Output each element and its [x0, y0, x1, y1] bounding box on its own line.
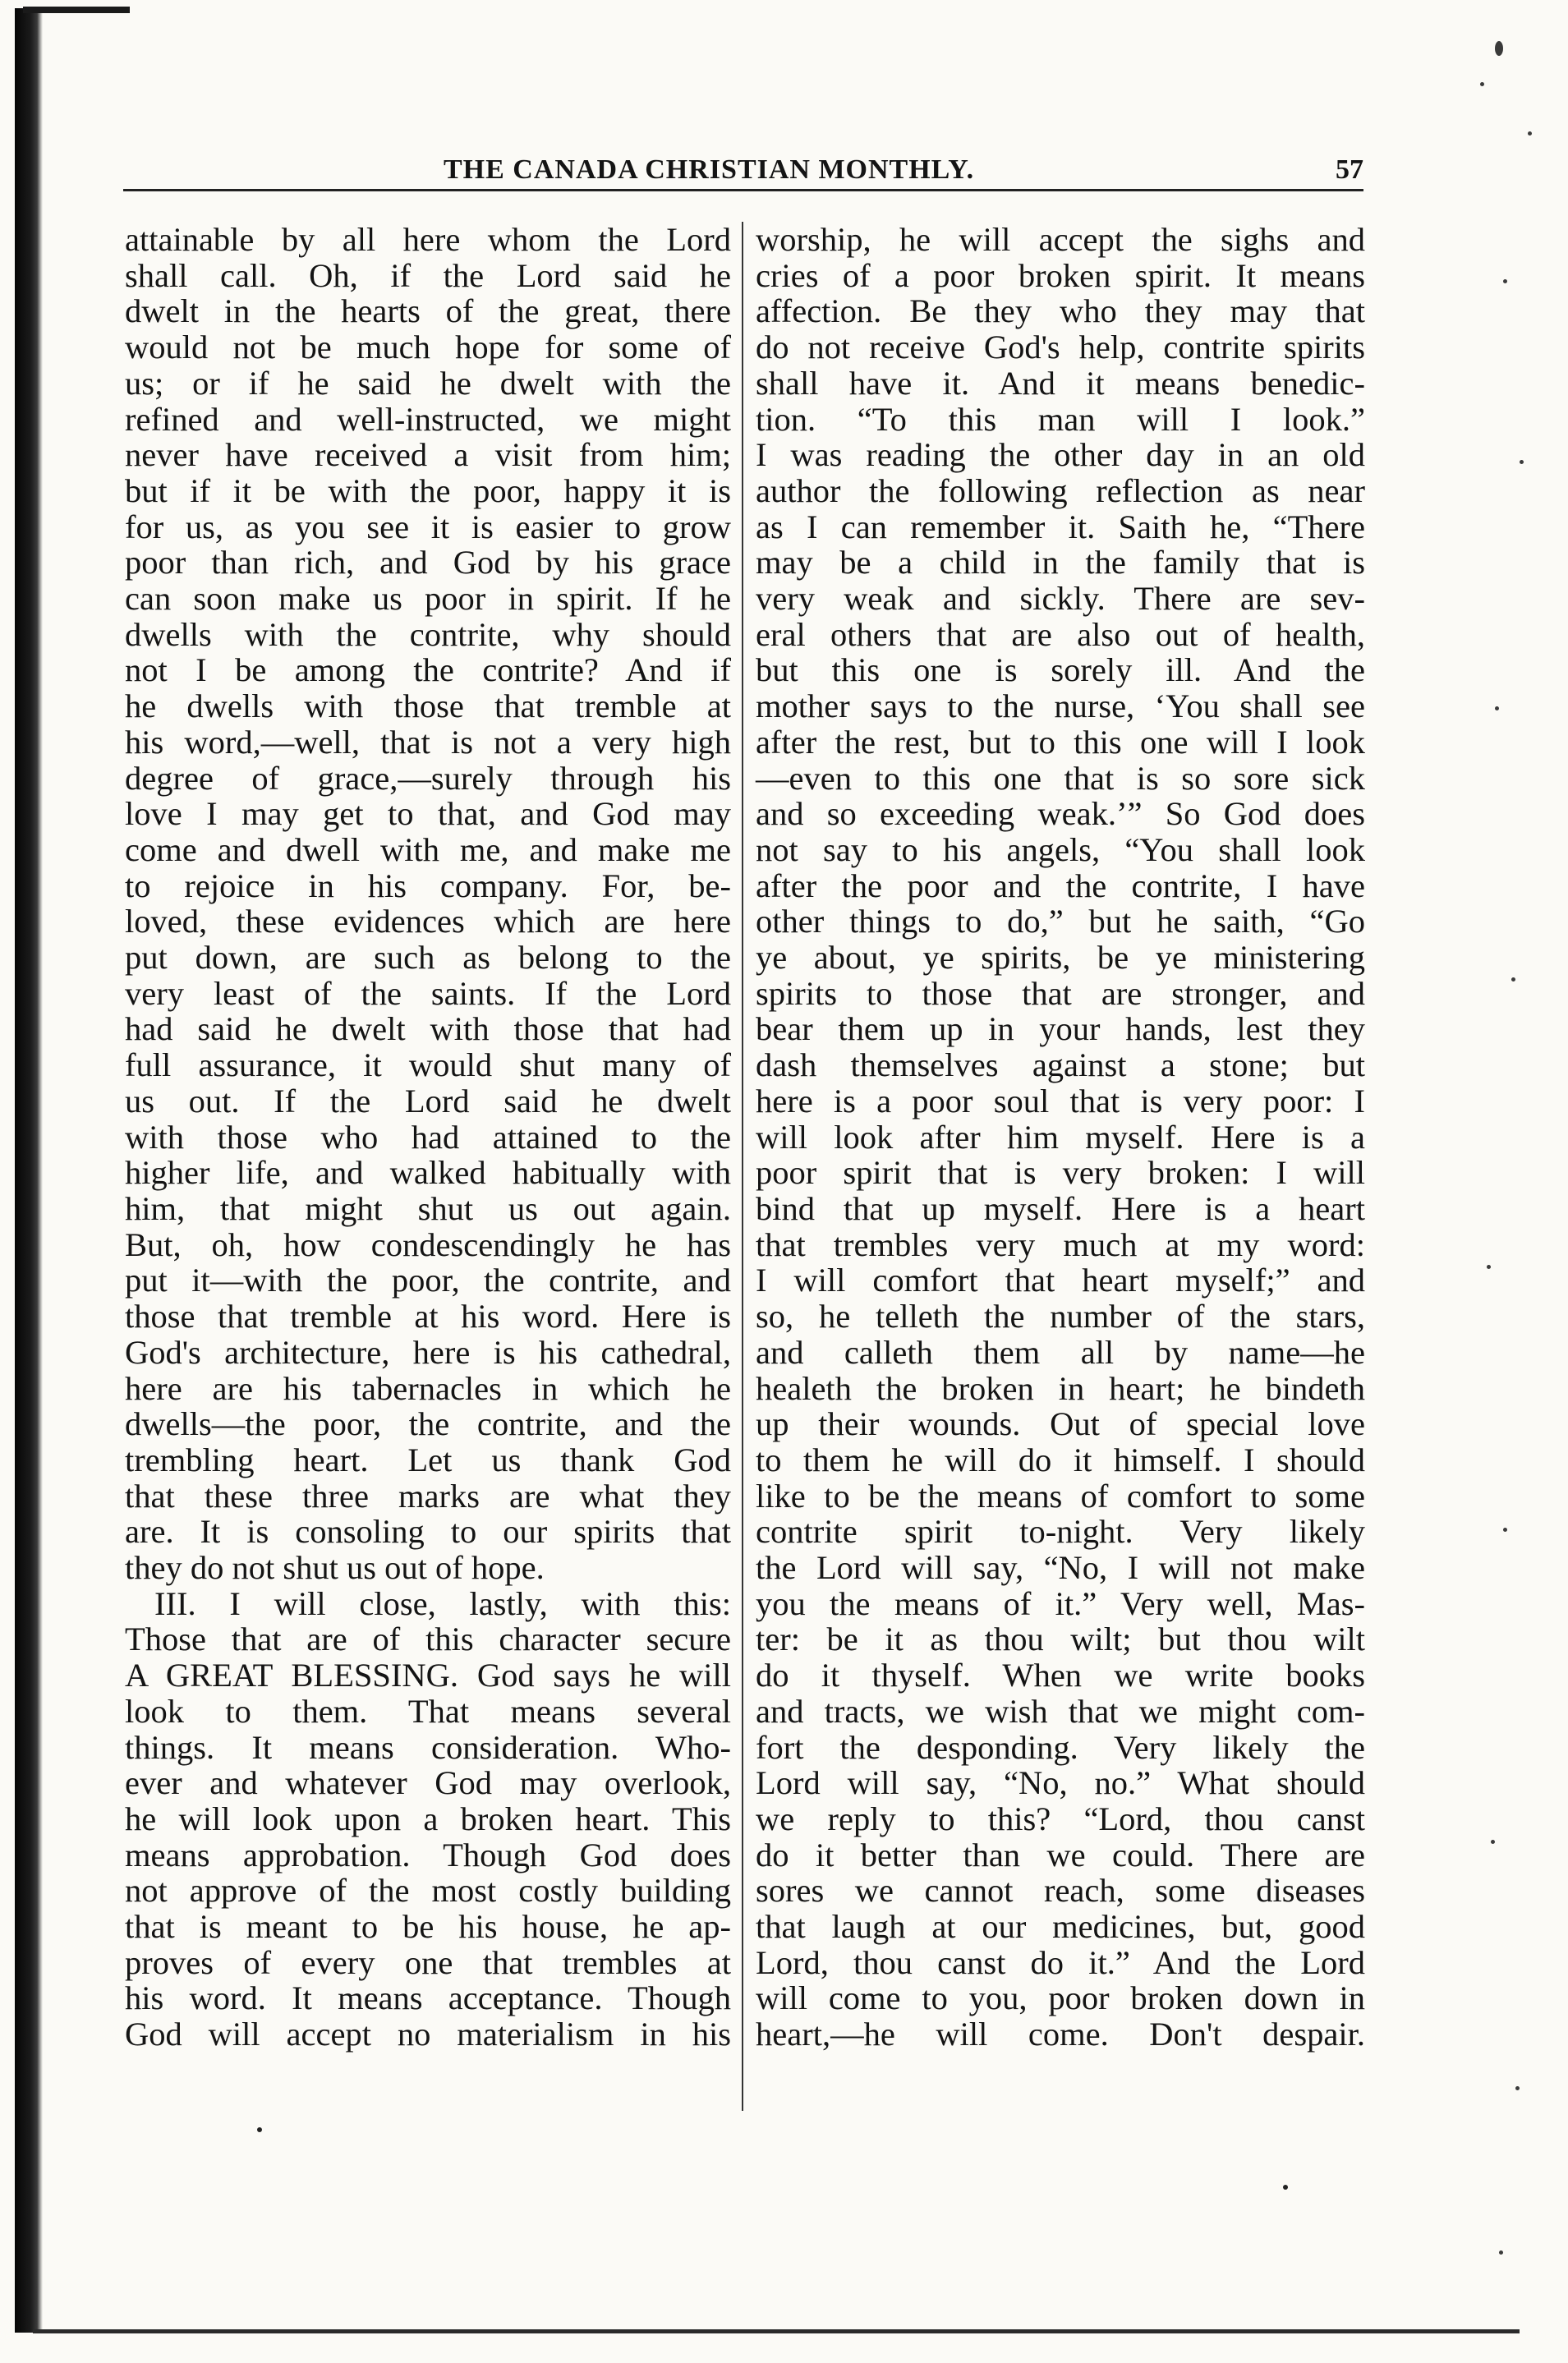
- text-line: after the poor and the contrite, I have: [756, 867, 1365, 904]
- text-line: contrite spirit to-night. Very likely: [756, 1513, 1365, 1551]
- scan-edge-mark: [23, 7, 130, 13]
- text-line: love I may get to that, and God may: [125, 795, 731, 833]
- speck: [1491, 1840, 1495, 1844]
- text-line: Lord, thou canst do it.” And the Lord: [756, 1943, 1365, 1981]
- text-line: shall call. Oh, if the Lord said he: [125, 256, 731, 294]
- text-line: he dwells with those that tremble at: [125, 687, 731, 725]
- text-line: the Lord will say, “No, I will not make: [756, 1549, 1365, 1587]
- text-line: —even to this one that is so sore sick: [756, 759, 1365, 797]
- text-line: full assurance, it would shut many of: [125, 1046, 731, 1084]
- speck: [1528, 131, 1532, 136]
- text-line: dwelt in the hearts of the great, there: [125, 292, 731, 330]
- text-line: that these three marks are what they: [125, 1477, 731, 1515]
- text-line: that laugh at our medicines, but, good: [756, 1908, 1365, 1946]
- text-line: But, oh, how condescendingly he has: [125, 1225, 731, 1263]
- right-column: [756, 222, 1365, 2053]
- text-line: do it better than we could. There are: [756, 1836, 1365, 1873]
- text-line: dash themselves against a stone; but: [756, 1046, 1365, 1084]
- text-line: poor than rich, and God by his grace: [125, 544, 731, 582]
- text-line: I was reading the other day in an old: [756, 436, 1365, 474]
- text-line: will come to you, poor broken down in: [756, 1979, 1365, 2017]
- text-line: his word. It means acceptance. Though: [125, 1979, 731, 2017]
- text-line: Lord will say, “No, no.” What should: [756, 1764, 1365, 1802]
- text-line: III. I will close, lastly, with this:: [154, 1584, 731, 1622]
- text-line: author the following reflection as near: [756, 471, 1365, 509]
- scan-bottom-edge: [33, 2329, 1520, 2333]
- text-line: fort the desponding. Very likely the: [756, 1728, 1365, 1766]
- text-line: higher life, and walked habitually with: [125, 1154, 731, 1192]
- text-line: never have received a visit from him;: [125, 436, 731, 474]
- print-dot: [1283, 2185, 1288, 2190]
- page-header: [123, 154, 1363, 194]
- speck: [1495, 41, 1503, 56]
- text-line: mother says to the nurse, ‘You shall see: [756, 687, 1365, 725]
- text-line: we reply to this? “Lord, thou canst: [756, 1800, 1365, 1837]
- text-line: and tracts, we wish that we might com-: [756, 1692, 1365, 1730]
- speck: [1499, 2250, 1503, 2255]
- text-line: attainable by all here whom the Lord: [125, 221, 731, 258]
- text-line: us; or if he said he dwelt with the: [125, 364, 731, 402]
- text-line: not say to his angels, “You shall look: [756, 830, 1365, 868]
- text-line: bind that up myself. Here is a heart: [756, 1189, 1365, 1227]
- speck: [1503, 279, 1507, 283]
- speck: [1487, 1265, 1491, 1269]
- text-line: his word,—well, that is not a very high: [125, 723, 731, 761]
- text-line: with those who had attained to the: [125, 1118, 731, 1156]
- text-line: he will look upon a broken heart. This: [125, 1800, 731, 1837]
- text-line: had said he dwelt with those that had: [125, 1010, 731, 1048]
- text-line: God's architecture, here is his cathedral,: [125, 1333, 731, 1371]
- text-line: not I be among the contrite? And if: [125, 651, 731, 689]
- text-line: and calleth them all by name—he: [756, 1333, 1365, 1371]
- text-line: to rejoice in his company. For, be-: [125, 867, 731, 904]
- text-line: trembling heart. Let us thank God: [125, 1441, 731, 1478]
- book-spine-shadow: [15, 8, 43, 2333]
- text-line: are. It is consoling to our spirits that: [125, 1513, 731, 1551]
- text-line: would not be much hope for some of: [125, 329, 731, 366]
- text-line: affection. Be they who they may that: [756, 292, 1365, 330]
- text-line: loved, these evidences which are here: [125, 903, 731, 940]
- speck: [1480, 82, 1484, 86]
- text-line: spirits to those that are stronger, and: [756, 974, 1365, 1012]
- text-line: here are his tabernacles in which he: [125, 1369, 731, 1407]
- text-line: you the means of it.” Very well, Mas-: [756, 1584, 1365, 1622]
- text-line: up their wounds. Out of special love: [756, 1405, 1365, 1443]
- text-line: put down, are such as belong to the: [125, 939, 731, 977]
- text-line: and so exceeding weak.’” So God does: [756, 795, 1365, 833]
- text-line: heart,—he will come. Don't despair.: [756, 2016, 1365, 2053]
- text-line: do not receive God's help, contrite spirits: [756, 329, 1365, 366]
- text-line: for us, as you see it is easier to grow: [125, 508, 731, 545]
- text-line: may be a child in the family that is: [756, 544, 1365, 582]
- text-line: eral others that are also out of health,: [756, 615, 1365, 653]
- speck: [1520, 460, 1524, 464]
- text-line: Those that are of this character secure: [125, 1621, 731, 1658]
- text-line: things. It means consideration. Who-: [125, 1728, 731, 1766]
- text-line: I will comfort that heart myself;” and: [756, 1262, 1365, 1299]
- text-line: God will accept no materialism in his: [125, 2016, 731, 2053]
- text-line: degree of grace,—surely through his: [125, 759, 731, 797]
- column-divider: [742, 222, 743, 2111]
- text-line: to them he will do it himself. I should: [756, 1441, 1365, 1478]
- text-line: refined and well-instructed, we might: [125, 400, 731, 438]
- text-line: can soon make us poor in spirit. If he: [125, 580, 731, 618]
- text-line: very weak and sickly. There are sev-: [756, 580, 1365, 618]
- speck: [1503, 1528, 1507, 1532]
- text-line: do it thyself. When we write books: [756, 1657, 1365, 1694]
- text-line: that is meant to be his house, he ap-: [125, 1908, 731, 1946]
- text-line: so, he telleth the number of the stars,: [756, 1298, 1365, 1336]
- text-line: him, that might shut us out again.: [125, 1189, 731, 1227]
- print-dot: [257, 2127, 262, 2132]
- text-line: that trembles very much at my word:: [756, 1225, 1365, 1263]
- text-line: dwells—the poor, the contrite, and the: [125, 1405, 731, 1443]
- speck: [1515, 2086, 1520, 2090]
- text-line: ever and whatever God may overlook,: [125, 1764, 731, 1802]
- text-line: A GREAT BLESSING. God says he will: [125, 1657, 731, 1694]
- page-number: 57: [1336, 154, 1363, 185]
- text-line: cries of a poor broken spirit. It means: [756, 256, 1365, 294]
- text-line: put it—with the poor, the contrite, and: [125, 1262, 731, 1299]
- text-line: will look after him myself. Here is a: [756, 1118, 1365, 1156]
- text-line: other things to do,” but he saith, “Go: [756, 903, 1365, 940]
- text-line: healeth the broken in heart; he bindeth: [756, 1369, 1365, 1407]
- text-line: as I can remember it. Saith he, “There: [756, 508, 1365, 545]
- text-line: not approve of the most costly building: [125, 1872, 731, 1910]
- text-line: but this one is sorely ill. And the: [756, 651, 1365, 689]
- text-line: they do not shut us out of hope.: [125, 1549, 545, 1587]
- text-line: but if it be with the poor, happy it is: [125, 471, 731, 509]
- text-line: bear them up in your hands, lest they: [756, 1010, 1365, 1048]
- text-line: tion. “To this man will I look.”: [756, 400, 1365, 438]
- speck: [1511, 977, 1515, 982]
- text-line: proves of every one that trembles at: [125, 1943, 731, 1981]
- text-line: ye about, ye spirits, be ye ministering: [756, 939, 1365, 977]
- text-line: us out. If the Lord said he dwelt: [125, 1082, 731, 1119]
- text-line: come and dwell with me, and make me: [125, 830, 731, 868]
- text-line: worship, he will accept the sighs and: [756, 221, 1365, 258]
- text-line: shall have it. And it means benedic-: [756, 364, 1365, 402]
- speck: [1495, 706, 1499, 710]
- text-line: those that tremble at his word. Here is: [125, 1298, 731, 1336]
- text-line: after the rest, but to this one will I look: [756, 723, 1365, 761]
- text-line: sores we cannot reach, some diseases: [756, 1872, 1365, 1910]
- text-line: ter: be it as thou wilt; but thou wilt: [756, 1621, 1365, 1658]
- text-line: dwells with the contrite, why should: [125, 615, 731, 653]
- text-line: poor spirit that is very broken: I will: [756, 1154, 1365, 1192]
- scan-specks: [1470, 33, 1561, 2316]
- running-title: THE CANADA CHRISTIAN MONTHLY.: [444, 154, 975, 185]
- text-line: means approbation. Though God does: [125, 1836, 731, 1873]
- text-line: here is a poor soul that is very poor: I: [756, 1082, 1365, 1119]
- text-line: like to be the means of comfort to some: [756, 1477, 1365, 1515]
- left-column: [125, 222, 731, 2053]
- text-line: look to them. That means several: [125, 1692, 731, 1730]
- header-rule: [123, 189, 1363, 191]
- text-line: very least of the saints. If the Lord: [125, 974, 731, 1012]
